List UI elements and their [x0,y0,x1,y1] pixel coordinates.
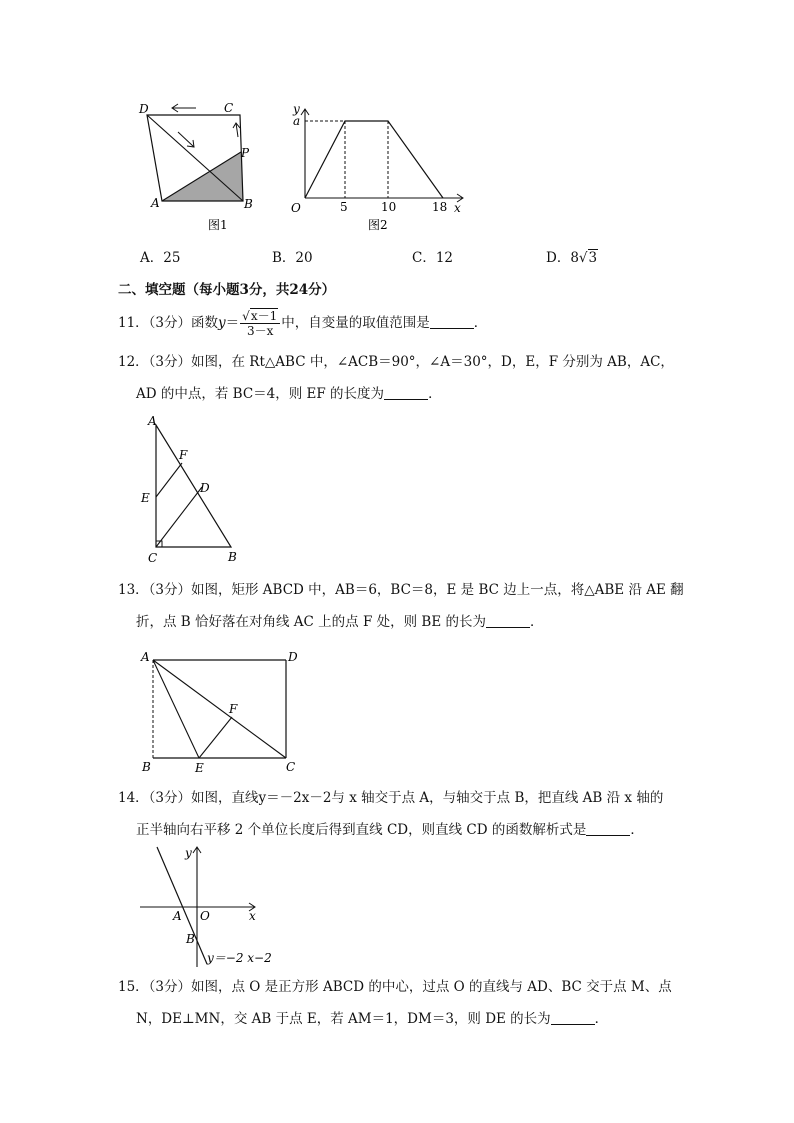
q12-figure [135,412,250,567]
q14-label-b: B [186,932,195,946]
q14-label-o: O [200,909,210,923]
fig2-tick-5: 5 [340,200,348,214]
q12-label-d: D [200,481,210,495]
question-15-line-1: 15．（3分）如图，点 O 是正方形 ABCD 的中心，过点 O 的直线与 AD、BC 交于点 M、点 [118,979,672,995]
fig2-y-axis-label: y [293,102,300,116]
q14-answer-blank [586,821,630,836]
question-12-line-2: AD 的中点，若 BC＝4，则 EF 的长度为 ． [136,386,442,402]
q14-label-x-axis: x [249,909,256,923]
question-13-line-2: 折，点 B 恰好落在对角线 AC 上的点 F 处，则 BE 的长为 ． [136,614,544,630]
q12-answer-blank [384,385,428,400]
q12-label-a: A [148,414,157,428]
fig1-label-d: D [139,102,149,116]
question-12-line-1: 12．（3分）如图，在 Rt△ABC 中，∠ACB＝90°，∠A＝30°，D，E，F 分别为 AB，AC， [118,354,674,370]
fig2-caption: 图2 [368,218,388,232]
q10-option-c: C．12 [412,250,454,266]
q13-figure [138,645,308,775]
q14-label-a: A [173,909,182,923]
q13-label-e: E [195,761,204,775]
question-14-line-1: 14．（3分）如图，直线y＝－2x－2与 x 轴交于点 A，与轴交于点 B，把直线 AB 沿 x 轴的 [118,790,664,806]
q12-label-e: E [141,491,150,505]
question-11: 11．（3分）函数y＝ $\frac{√x-1}{3-x}$ 中，自变量的取值范围是 ． [118,309,488,338]
fig1-caption: 图1 [208,218,228,232]
q12-label-b: B [228,550,237,564]
q14-label-y-axis: y [185,846,192,860]
fig2-origin-label: O [291,201,301,215]
q10-option-b: B．20 [272,250,313,266]
figure-2 [285,95,470,240]
q14-line-equation: y＝−2 x−2 [207,951,272,965]
fig2-tick-10: 10 [381,200,397,214]
fig2-x-axis-label: x [454,201,461,215]
q13-label-b: B [142,760,151,774]
q14-figure [135,842,285,972]
q13-label-c: C [286,760,296,774]
figure-1 [130,95,270,240]
q12-label-f: F [179,448,188,462]
q12-label-c: C [148,551,158,565]
q11-answer-blank [430,314,474,329]
q13-label-d: D [288,650,298,664]
fig1-label-c: C [224,101,234,115]
q13-answer-blank [486,613,530,628]
fig1-label-b: B [244,197,253,211]
fig1-label-a: A [151,196,160,210]
q11-fraction: $\frac{√x-1}{3-x}$ [240,309,280,338]
question-13-line-1: 13．（3分）如图，矩形 ABCD 中，AB＝6，BC＝8，E 是 BC 边上一点，将△ABE 沿 AE 翻 [118,582,684,598]
question-14-line-2: 正半轴向右平移 2 个单位长度后得到直线 CD，则直线 CD 的函数解析式是 ． [136,822,644,838]
question-15-line-2: N，DE⊥MN，交 AB 于点 E，若 AM＝1，DM＝3，则 DE 的长为 ． [136,1011,609,1027]
fig2-tick-18: 18 [432,200,448,214]
q10-option-d: D．8√3 [546,250,598,266]
q13-label-a: A [141,650,150,664]
q13-label-f: F [229,702,238,716]
q15-answer-blank [551,1010,595,1025]
fig2-a-label: a [293,114,301,128]
q10-option-a: A．25 [140,250,181,266]
fig1-label-p: P [241,146,250,160]
section-heading: 二、填空题（每小题3分，共24分） [118,282,336,298]
